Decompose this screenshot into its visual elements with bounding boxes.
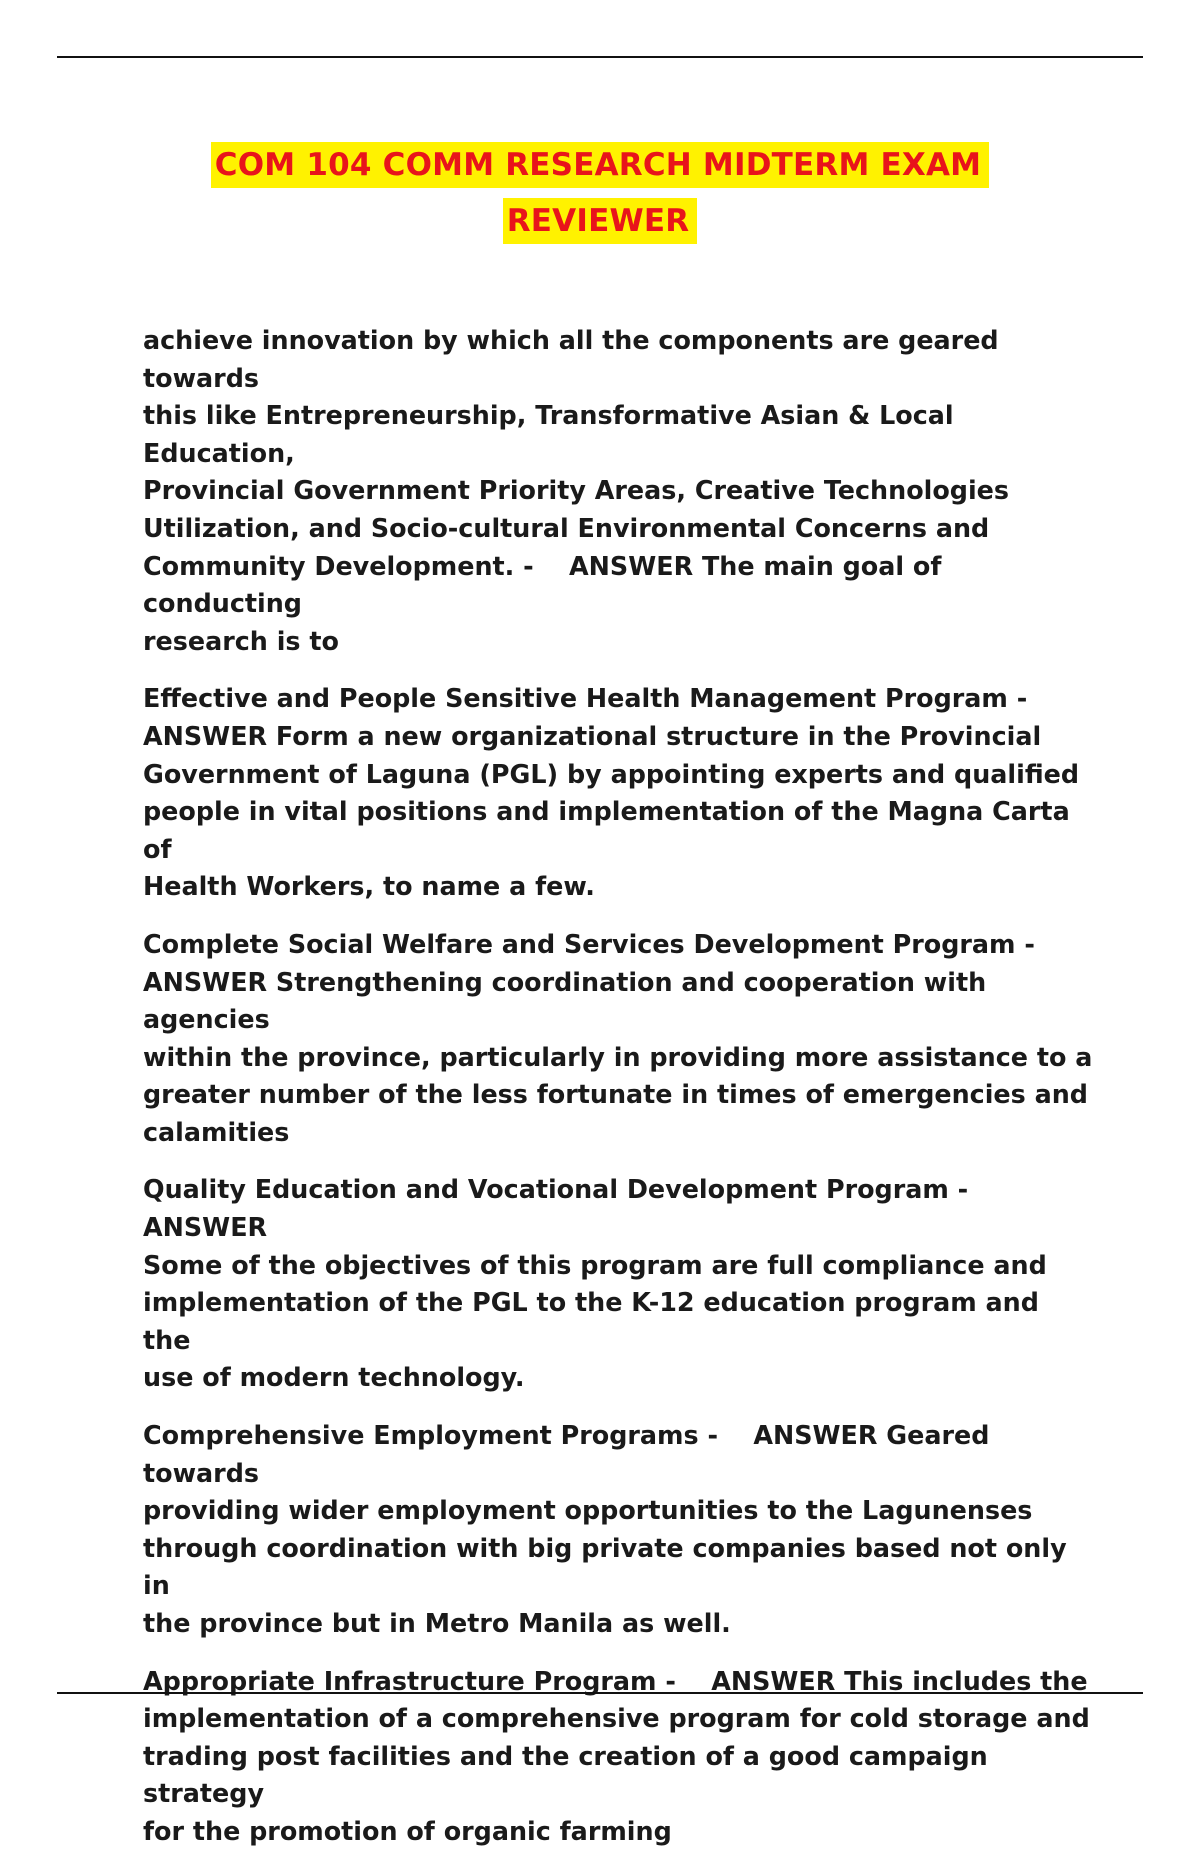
qa-entry-social-welfare: Complete Social Welfare and Services Development Program - ANSWER Strengthening coordination and cooperation with agencies within the province, particularly in providing more assistance to a greater number of the less fortunate in times of emergencies and calamities: [143, 928, 1093, 1147]
qa-entry-employment: Comprehensive Employment Programs - ANSWER Geared towards providing wider employment opportunities to the Lagunenses through coordination with big private companies based not only in the province but in Metro Manila as well.: [143, 1420, 1067, 1638]
qa-entry-health-program: Effective and People Sensitive Health Management Program - ANSWER Form a new organizational structure in the Provincial Government of Laguna (PGL) by appointing experts and qualified people in vital positions and implementation of the Magna Carta of Health Workers, to name a few.: [143, 683, 1080, 902]
bottom-rule: [57, 1692, 1143, 1694]
document-title: [0, 142, 1200, 254]
title-line-2: REVIEWER: [503, 198, 698, 244]
qa-list: [143, 322, 1093, 1871]
title-line-1: COM 104 COMM RESEARCH MIDTERM EXAM: [211, 142, 989, 188]
qa-entry-infrastructure: Appropriate Infrastructure Program - ANSWER This includes the implementation of a comprehensive program for cold storage and trading post facilities and the creation of a good campaign strategy for the promotion of organic farming: [143, 1665, 1090, 1846]
qa-entry-education: Quality Education and Vocational Development Program - ANSWER Some of the objectives of this program are full compliance and implementation of the PGL to the K-12 education program and the use of modern technology.: [143, 1174, 1047, 1393]
top-rule: [57, 56, 1143, 58]
qa-entry-main-goal: achieve innovation by which all the components are geared towards this like Entrepreneurship, Transformative Asian & Local Education, Provincial Government Priority Areas, Creative Technologies Utilization, and Socio-cultural Environmental Concerns and Community Development. - ANSWER The main goal of conducting research is to: [143, 325, 1010, 656]
